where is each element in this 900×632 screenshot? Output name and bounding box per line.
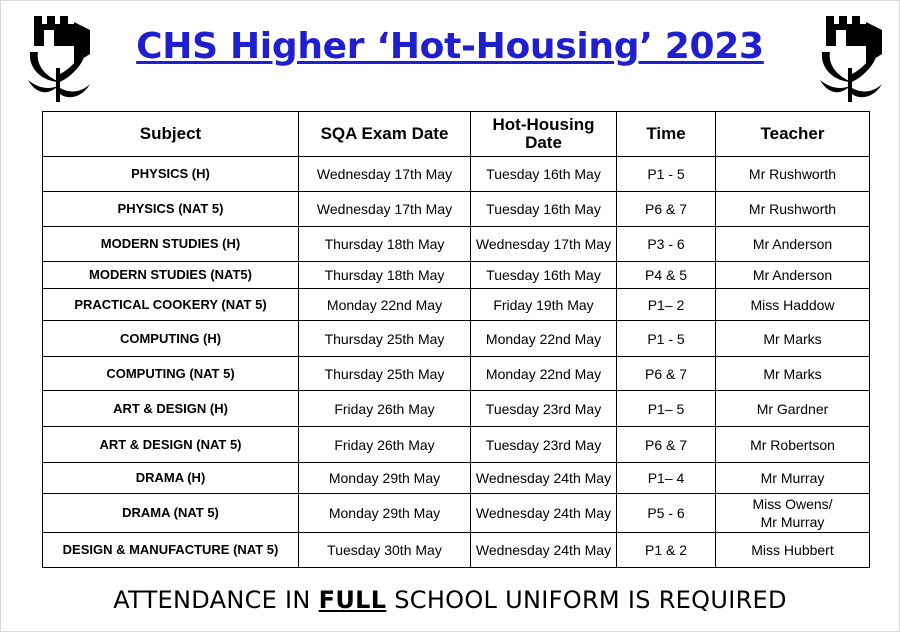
cell-hot-housing-date: Monday 22nd May [471,357,617,391]
cell-time: P1– 5 [617,391,716,427]
cell-hot-housing-date: Tuesday 23rd May [471,391,617,427]
table-row [43,533,870,568]
table-row [43,427,870,463]
cell-hot-housing-date: Wednesday 17th May [471,227,617,262]
column-header-exam-date: SQA Exam Date [299,112,471,157]
table-row [43,463,870,494]
cell-subject: PHYSICS (H) [43,157,299,192]
cell-teacher: Mr Anderson [716,227,870,262]
column-header-time: Time [617,112,716,157]
cell-exam-date: Tuesday 30th May [299,533,471,568]
cell-hot-housing-date: Tuesday 16th May [471,192,617,227]
table-row [43,357,870,391]
column-header-subject: Subject [43,112,299,157]
cell-subject: MODERN STUDIES (NAT5) [43,262,299,289]
cell-teacher: Miss Owens/ Mr Murray [716,494,870,533]
cell-subject: COMPUTING (H) [43,321,299,357]
cell-subject: DESIGN & MANUFACTURE (NAT 5) [43,533,299,568]
cell-time: P4 & 5 [617,262,716,289]
cell-hot-housing-date: Wednesday 24th May [471,494,617,533]
cell-time: P1 & 2 [617,533,716,568]
cell-exam-date: Monday 22nd May [299,289,471,321]
cell-teacher: Mr Rushworth [716,192,870,227]
cell-hot-housing-date: Friday 19th May [471,289,617,321]
cell-teacher: Mr Anderson [716,262,870,289]
cell-teacher: Mr Gardner [716,391,870,427]
table-row [43,494,870,533]
cell-time: P3 - 6 [617,227,716,262]
uniform-notice-prefix: ATTENDANCE IN [113,586,319,614]
cell-subject: ART & DESIGN (H) [43,391,299,427]
uniform-notice-emphasis: FULL [318,586,387,614]
cell-teacher: Mr Rushworth [716,157,870,192]
column-header-hot-housing-date: Hot-Housing Date [471,112,617,157]
cell-time: P1– 4 [617,463,716,494]
hot-housing-table [42,111,870,568]
column-header-teacher: Teacher [716,112,870,157]
cell-hot-housing-date: Wednesday 24th May [471,533,617,568]
cell-exam-date: Thursday 25th May [299,357,471,391]
cell-subject: COMPUTING (NAT 5) [43,357,299,391]
cell-subject: ART & DESIGN (NAT 5) [43,427,299,463]
cell-hot-housing-date: Tuesday 23rd May [471,427,617,463]
uniform-notice-suffix: SCHOOL UNIFORM IS REQUIRED [386,586,787,614]
cell-teacher: Miss Hubbert [716,533,870,568]
cell-time: P1– 2 [617,289,716,321]
cell-time: P1 - 5 [617,157,716,192]
cell-exam-date: Monday 29th May [299,494,471,533]
cell-subject: PRACTICAL COOKERY (NAT 5) [43,289,299,321]
cell-teacher: Mr Robertson [716,427,870,463]
cell-time: P5 - 6 [617,494,716,533]
table-row [43,321,870,357]
table-row [43,227,870,262]
table-row [43,192,870,227]
cell-hot-housing-date: Tuesday 16th May [471,262,617,289]
cell-teacher: Mr Marks [716,321,870,357]
table-row [43,289,870,321]
table-header-row [43,112,870,157]
cell-subject: MODERN STUDIES (H) [43,227,299,262]
cell-subject: DRAMA (H) [43,463,299,494]
cell-hot-housing-date: Tuesday 16th May [471,157,617,192]
table-row [43,157,870,192]
cell-exam-date: Friday 26th May [299,427,471,463]
cell-exam-date: Thursday 18th May [299,262,471,289]
cell-subject: PHYSICS (NAT 5) [43,192,299,227]
table-row [43,262,870,289]
cell-exam-date: Monday 29th May [299,463,471,494]
cell-exam-date: Friday 26th May [299,391,471,427]
cell-exam-date: Thursday 18th May [299,227,471,262]
table-row [43,391,870,427]
cell-time: P6 & 7 [617,427,716,463]
uniform-notice [0,586,900,614]
cell-time: P1 - 5 [617,321,716,357]
cell-teacher: Mr Marks [716,357,870,391]
cell-time: P6 & 7 [617,357,716,391]
cell-teacher: Miss Haddow [716,289,870,321]
cell-hot-housing-date: Wednesday 24th May [471,463,617,494]
cell-teacher: Mr Murray [716,463,870,494]
cell-subject: DRAMA (NAT 5) [43,494,299,533]
cell-exam-date: Thursday 25th May [299,321,471,357]
cell-time: P6 & 7 [617,192,716,227]
cell-hot-housing-date: Monday 22nd May [471,321,617,357]
cell-exam-date: Wednesday 17th May [299,192,471,227]
page-title: CHS Higher ‘Hot-Housing’ 2023 [136,26,764,67]
cell-exam-date: Wednesday 17th May [299,157,471,192]
